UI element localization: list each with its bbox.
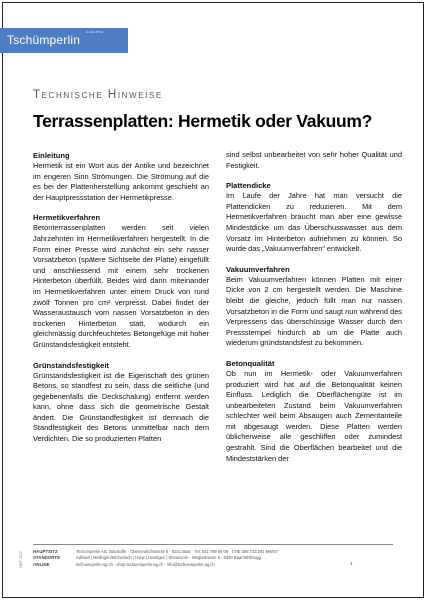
- heading-plattendicke: Plattendicke: [226, 181, 271, 191]
- logo-subtext: GARANTIE: [86, 30, 104, 34]
- heading-gruenstandsfestigkeit: Grünstandsfestigkeit: [33, 360, 109, 370]
- footer-address: Tschümperlin AG, Baustoffe · Oberneuhofstrasse 5 · 6341 Baar · Tel. 041 769 09 09 · CHE-386.723.281 MWST: [76, 549, 279, 554]
- page-title: Terrassenplatten: Hermetik oder Vakuum?: [33, 111, 373, 131]
- footer-texts: [76, 549, 278, 568]
- section-label: Technische Hinweise: [33, 89, 163, 101]
- paragraph-continuation: sind selbst unbearbeitet von sehr hoher Qualität und Festigkeit.: [226, 150, 402, 170]
- logo-text: Tschümperlin: [7, 33, 81, 47]
- footer-labels: [33, 549, 60, 568]
- paragraph-vakuumverfahren: Beim Vakuumverfahren können Platten mit einer Dicke von 2 cm hergestellt werden. Die Maschine bleibt die gleiche, jedoch füllt man nur nassen Vorsatzbeton in die Form und saugt nun während des Verpressens das überschüssige Wasser durch den Pressstempel hindurch ab um die Platte auch wiederum gründstandsfest zu bekommen.: [226, 274, 402, 348]
- paragraph-plattendicke: Im Laufe der Jahre hat man versucht die Plattendicken zu reduzieren. Mit dem Hermetikverfahren braucht man aber eine gewisse Mindestdicke um das Überschusswasser aus dem Vorsatz im Hinterbeton aufnehmen zu können. So wurde das „Vakuumverfahren“ entwickelt.: [226, 191, 402, 254]
- footer-label-standorte: STANDORTE: [33, 555, 60, 561]
- footer-links: tschuemperlin-ag.ch · shop.tschuemperlin-ag.ch · info@tschuemperlin-ag.ch: [76, 561, 215, 567]
- paragraph-hermetikverfahren: Betonterrassenplatten werden seit vielen Jahrzehnten im Hermetikverfahren hergestellt. In die Form einer Presse wird zunächst ein sehr nasser Vorsatzbeton (spätere Sichtseite der Platte) eingefüllt und anschliessend mit einem sehr trockenen Hinterbeton überfüllt. Beides wird dann miteinander im Hermetikverfahren unter einem Druck von rund zwölf Tonnen pro cm² verpresst. Dabei findet der Wasseraustausch vom nassen Vorsatzbeton in den trockenen Hinterbeton statt, wodurch ein gleichmässig durchfeuchtetes Betongefüge mit hoher Grünstandsfestigkeit entsteht.: [33, 223, 209, 349]
- heading-einleitung: Einleitung: [33, 151, 70, 160]
- heading-vakuumverfahren: Vakuumverfahren: [226, 264, 290, 274]
- heading-betonqualitaet: Betonqualität: [226, 358, 275, 368]
- paragraph-gruenstandsfestigkeit: Grünstandsfestigkeit ist die Eigenschaft des grünen Betons, so standfest zu sein, dass die seitliche (und gegebenenfalls die Deckschalung) entfernt werden kann, ohne dass sich die geometrische Gestalt ändert. Die Grünstandfestigkeit ist demnach die Standfestigkeit des Betons unmittelbar nach dem Verdichten. Die so produzierten Platten: [33, 370, 209, 444]
- paragraph-betonqualitaet: Ob nun im Hermetik- oder Vakuumverfahren produziert wird hat auf die Betonqualität keinen Einfluss. Lediglich die Oberflächengüte ist im unbearbeiteten Zustand beim Vakuumverfahren schlechter weil beim Absaugen auch Zementanteile mit abgesaugt werden. Diese Platten werden üblicherweise alle geschliffen oder zumindest gestrahlt. Sind die Oberflächen bearbeitet und die Mindeststärken der: [226, 368, 402, 463]
- footer-divider: [33, 544, 393, 545]
- page-number: 1: [350, 561, 353, 566]
- right-column: [226, 150, 402, 473]
- paragraph-einleitung: Hermetik ist ein Wort aus der Antike und bezeichnet im engeren Sinn Strömungen. Die Strömung auf die es bei der Plattenherstellung ankommt geschieht an der Hauptpressstation der Hermetikpresse.: [33, 161, 209, 202]
- footer-side-text: GEF 2011: [19, 551, 23, 569]
- footer-locations: Adliswil | Mellingen/Kilchenach | Horw | Lüssligen | Showroom · Stegiostrasse 5 · 6340 Baar/Sihlbrugg: [76, 555, 261, 561]
- footer-label-hauptsitz: HAUPTSITZ: [33, 549, 58, 554]
- footer-label-online: ONLINE: [33, 561, 50, 567]
- heading-hermetikverfahren: Hermetikverfahren: [33, 213, 101, 223]
- company-logo: [0, 28, 128, 53]
- left-column: [33, 150, 209, 454]
